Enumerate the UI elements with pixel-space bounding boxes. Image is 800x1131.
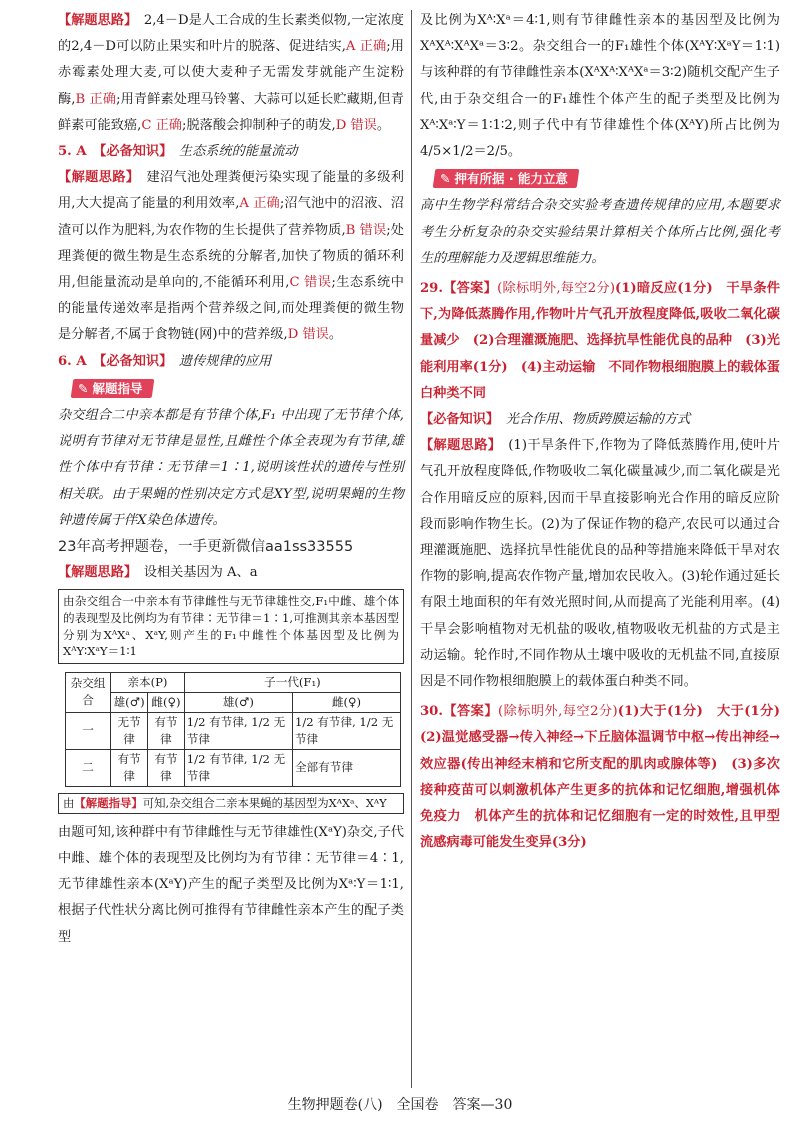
- guide-text: 杂交组合二中亲本都是有节律个体,F₁ 中出现了无节律个体,说明有节律对无节律是显性,且雌性个体全表现为有节律,雄性个体中有节律∶无节律＝1∶1,说明该性状的遗传与性别相关联。由于果蝇的性别决定方式是XY型,说明果蝇的生物钟遗传属于伴X染色体遗传。: [58, 408, 404, 528]
- basis-text: 高中生物学科常结合杂交实验考查遗传规律的应用,本题要求考生分析复杂的杂交实验结果计算相关个体所占比例,强化考生的理解能力及逻辑思维能力。: [420, 198, 780, 266]
- table-row: 二 有节律 有节律 1/2 有节律, 1/2 无节律 全部有节律: [66, 749, 401, 786]
- q29-answer: 29.【答案】(除标明外,每空2分)(1)暗反应(1分) 干旱条件下,为降低蒸腾作用,作物叶片气孔开放程度降低,吸收二氧化碳量减少 (2)合理灌溉施肥、选择抗旱性能优良的品种 (3)光能利用率(1分) (4)主动运输 不同作物根细胞膜上的载体蛋白种类不同: [420, 281, 780, 401]
- q6-analysis: 【解题思路】 设相关基因为 A、a: [58, 565, 258, 581]
- th-parent-female: 雌(♀): [148, 692, 185, 712]
- tools-icon: ✎: [78, 380, 89, 396]
- th-cross: 杂交组合: [66, 672, 111, 712]
- page-footer: 生物押题卷(八) 全国卷 答案—30: [287, 1097, 513, 1113]
- tools-icon: ✎: [440, 171, 451, 187]
- th-child-male: 雄(♂): [184, 692, 292, 712]
- watermark-text: 23年高考押题卷，一手更新微信aa1ss33555: [58, 539, 354, 556]
- q5-analysis: 【解题思路】 建沼气池处理粪便污染实现了能量的多级利用,大大提高了能量的利用效率,A 正确;沼气池中的沼液、沼渣可以作为肥料,为农作物的生长提供了营养物质,B 错误;处理粪便的微生物是生态系统的分解者,加快了物质的循环利用,但能量流动是单向的,不能循环利用,C 错误;生态系统中的能量传递效率是指两个营养级之间,而处理粪便的微生物是分解者,不属于食物链(网)中的营养级,D 错误。: [58, 170, 404, 343]
- th-parent: 亲本(P): [111, 672, 185, 692]
- reasoning-box: 由杂交组合一中亲本有节律雌性与无节律雄性交,F₁中雌、雄个体的表现型及比例均为有节律∶无节律＝1∶1,可推测其亲本基因型分别为XᴬXᵃ、XᵃY,则产生的F₁中雌性个体基因型及比例为XᴬY∶XᵃY＝1∶1: [58, 589, 404, 663]
- q29-knowledge: 【必备知识】 光合作用、物质跨膜运输的方式: [420, 412, 691, 428]
- q4-analysis: 【解题思路】 2,4－D是人工合成的生长素类似物,一定浓度的2,4－D可以防止果实和叶片的脱落、促进结实,A 正确;用赤霉素处理大麦,可以使大麦种子无需发芽就能产生淀粉酶,B 正确;用青鲜素处理马铃薯、大蒜可以延长贮藏期,但青鲜素可能致癌,C 正确;脱落酸会抑制种子的萌发,D 错误。: [58, 13, 404, 133]
- table-row: 一 无节律 有节律 1/2 有节律, 1/2 无节律 1/2 有节律, 1/2 无节律: [66, 712, 401, 749]
- basis-banner: ✎ 押有所据 · 能力立意: [433, 169, 580, 188]
- q6-explanation: 由题可知,该种群中有节律雌性与无节律雄性(XᵃY)杂交,子代中雌、雄个体的表现型及比例均为有节律∶无节律＝4∶1,无节律雄性亲本(XᵃY)产生的配子类型及比例为Xᵃ∶Y＝1∶1,根据子代性状分离比例可推得有节律雌性亲本产生的配子类型: [58, 824, 404, 945]
- q30-answer: 30.【答案】(除标明外,每空2分)(1)大于(1分) 大于(1分) (2)温觉感受器→传入神经→下丘脑体温调节中枢→传出神经→效应器(传出神经末梢和它所支配的肌肉或腺体等) (3)多次接种疫苗可以刺激机体产生更多的抗体和记忆细胞,增强机体免疫力 机体产生的抗体和记忆细胞有一定的时效性,且甲型流感病毒可能发生变异(3分): [420, 704, 794, 851]
- genotype-box: 由【解题指导】可知,杂交组合二亲本果蝇的基因型为XᴬXᵃ、XᴬY: [58, 793, 404, 814]
- th-parent-male: 雄(♂): [111, 692, 148, 712]
- left-column: [58, 8, 404, 951]
- column-divider: [411, 10, 412, 1088]
- q6-explanation-cont: 及比例为Xᴬ∶Xᵃ＝4∶1,则有节律雌性亲本的基因型及比例为XᴬXᴬ∶XᴬXᵃ＝3∶2。杂交组合一的F₁雄性个体(XᴬY∶XᵃY＝1∶1)与该种群的有节律雌性亲本(XᴬXᴬ∶XᴬXᵃ＝3∶2)随机交配产生子代,由于杂交组合一的F₁雄性个体产生的配子类型及比例为Xᴬ∶Xᵃ∶Y＝1∶1∶2,则子代中有节律雄性个体(XᴬY)所占比例为4/5×1/2＝2/5。: [420, 13, 780, 160]
- th-child: 子一代(F₁): [184, 672, 400, 692]
- q29-analysis: 【解题思路】 (1)干旱条件下,作物为了降低蒸腾作用,使叶片气孔开放程度降低,作物吸收二氧化碳量减少,而二氧化碳是光合作用暗反应的原料,因而干旱直接影响光合作用的暗反应阶段而影响作物生长。(2)为了保证作物的稳产,农民可以通过合理灌溉施肥、选择抗旱性能优良的品种等措施来降低干旱对农作物的影响,提高农作物产量,增加农民收入。(3)轮作通过延长有限土地面积的年有效光照时间,从而提高了光能利用率。(4)干旱会影响植物对无机盐的吸收,植物吸收无机盐的方式是主动运输。轮作时,不同作物从土壤中吸收的无机盐不同,直接原因是不同作物根细胞膜上的载体蛋白种类不同。: [420, 438, 781, 690]
- th-child-female: 雌(♀): [292, 692, 400, 712]
- guide-banner: ✎ 解题指导: [71, 379, 154, 398]
- q6-heading: 6. A 【必备知识】 遗传规律的应用: [58, 353, 272, 369]
- right-column: [420, 8, 794, 857]
- q5-heading: 5. A 【必备知识】 生态系统的能量流动: [58, 144, 298, 160]
- cross-table: [65, 672, 401, 787]
